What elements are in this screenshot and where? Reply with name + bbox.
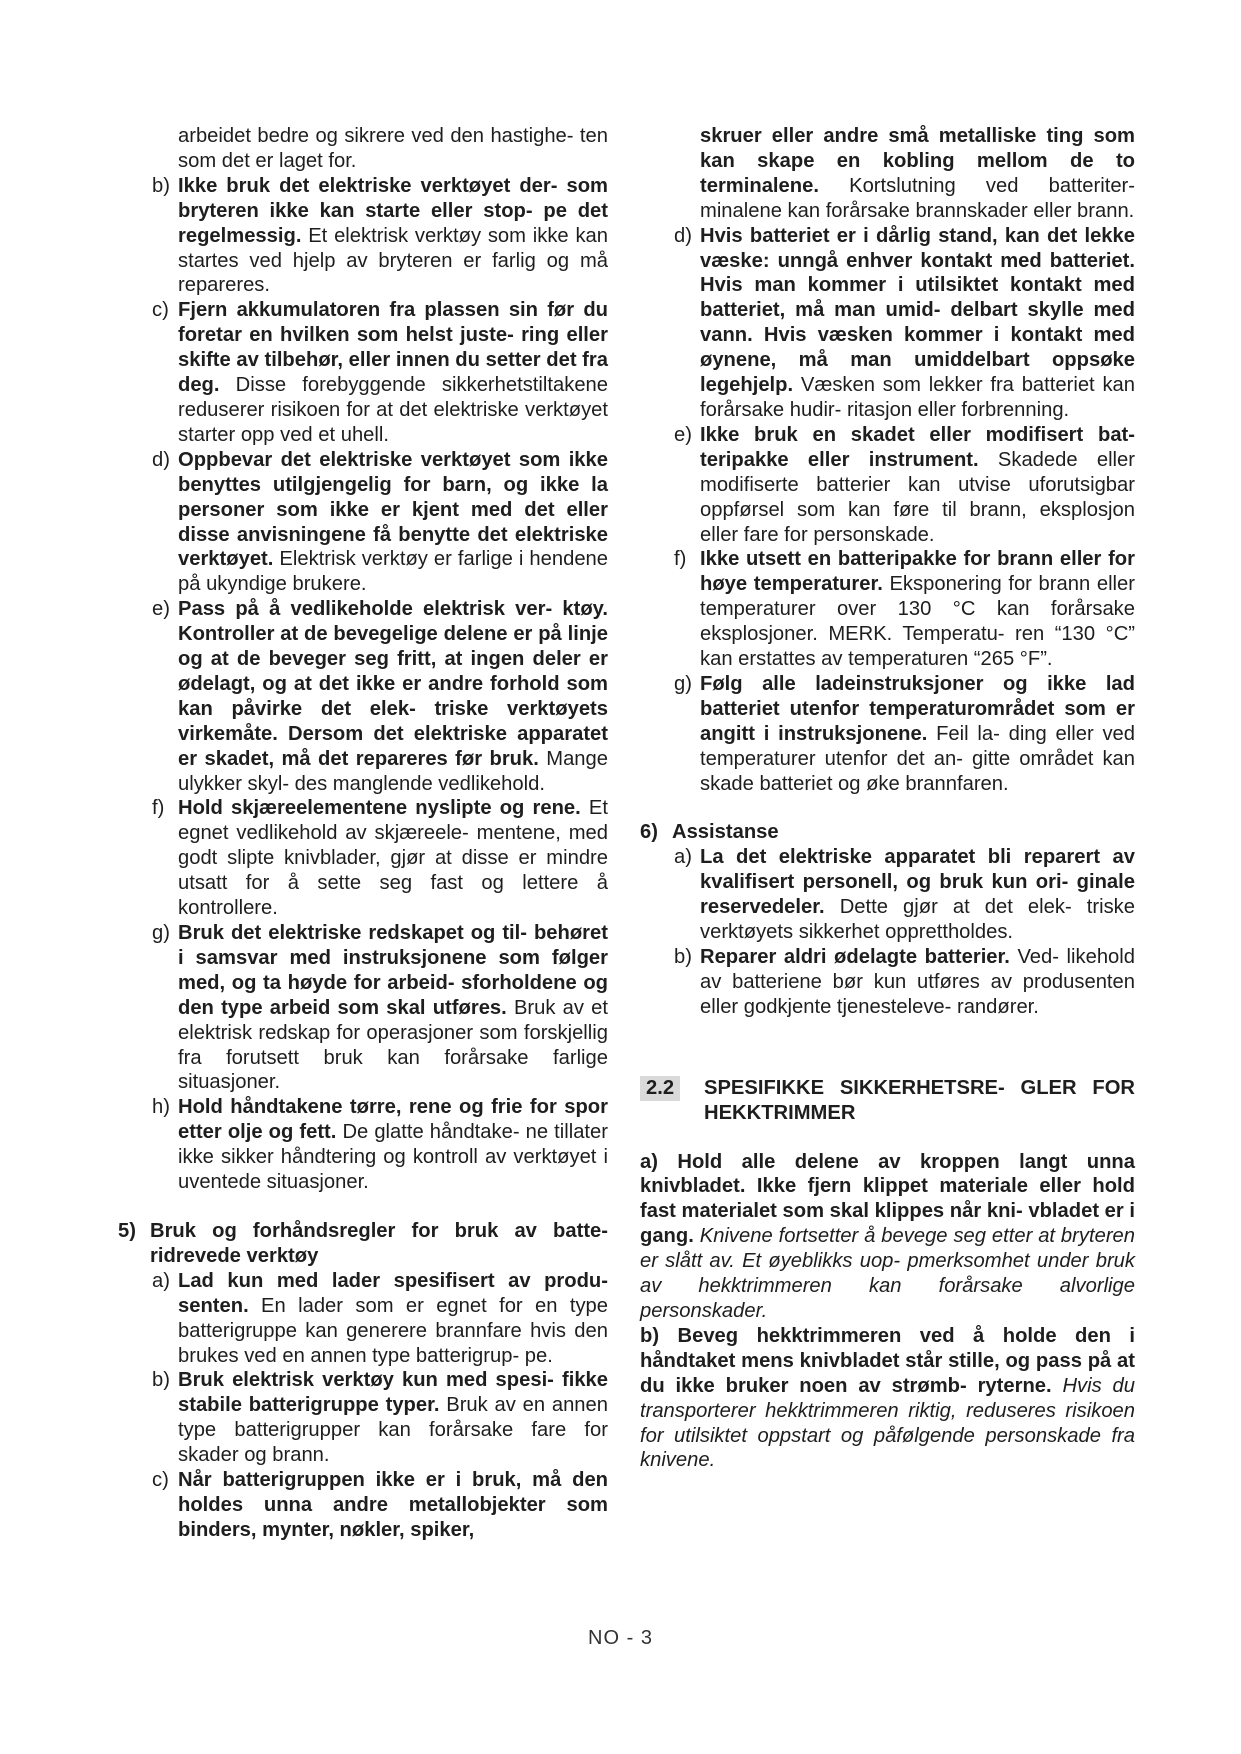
- item-label: c): [152, 1469, 169, 1492]
- paragraph-continuation: [640, 124, 1135, 224]
- left-column: [118, 124, 608, 1543]
- item-text: En lader som er egnet for en type batterigruppe kan generere brannfare hvis den brukes ved en annen type batterigrup- pe.: [178, 1294, 608, 1367]
- item-bold-text: Fjern akkumulatoren fra plassen sin før du foretar en hvilken som helst juste- ring eller skifte av tilbehør, eller innen du setter det fra deg.: [178, 299, 608, 397]
- item-text: De glatte håndtake- ne tillater ikke sikker håndtering og kontroll av verktøyet i uventede situasjoner.: [178, 1121, 608, 1194]
- list-item: [118, 921, 608, 1095]
- item-label: b): [152, 174, 170, 197]
- item-label: b): [152, 1369, 170, 1392]
- item-label: g): [152, 922, 170, 944]
- item-text: Væsken som lekker fra batteriet kan forårsake hudir- ritasjon eller forbrenning.: [700, 374, 1135, 421]
- rule-italic-text: Knivene fortsetter å bevege seg etter at bryteren er slått av. Et øyeblikks uop- pmerksomhet under bruk av hekktrimmeren kan forårsake alvorlige personskader.: [640, 1225, 1135, 1322]
- item-label: a): [152, 1269, 170, 1292]
- section-title: Assistanse: [672, 821, 779, 844]
- list-item: [640, 945, 1135, 1020]
- item-label: d): [674, 224, 692, 247]
- item-label: a): [674, 846, 692, 869]
- item-bold-text: Ikke bruk det elektriske verktøyet der- som bryteren ikke kan starte eller stop- pe det regelmessig.: [178, 174, 608, 247]
- paragraph-continuation: arbeidet bedre og sikrere ved den hastighe- ten som det er laget for.: [178, 125, 608, 172]
- item-bold-text: Når batterigruppen ikke er i bruk, må den holdes unna andre metallobjekter som binders, mynter, nøkler, spiker,: [178, 1469, 608, 1541]
- item-label: c): [152, 299, 169, 322]
- item-label: g): [674, 672, 692, 695]
- item-bold-text: Hold håndtakene tørre, rene og frie for spor etter olje og fett.: [178, 1096, 608, 1144]
- item-bold-text: Ikke bruk en skadet eller modifisert bat- teripakke eller instrument.: [700, 423, 1135, 471]
- list-item: [118, 1468, 608, 1543]
- list-item: [118, 174, 608, 299]
- item-text: Skadede eller modifiserte batterier kan utvise uforutsigbar oppførsel som kan føre til brann, eksplosjon eller fare for personskade.: [700, 448, 1135, 546]
- item-bold-text: Hvis batteriet er i dårlig stand, kan det lekke væske: unngå enhver kontakt med batteriet. Hvis man kommer i utilsiktet kontakt med batteriet, må man umid- delbart skylle med vann. Hvis væsken kommer i kontakt med øynene, må man umiddelbart oppsøke legehjelp.: [700, 224, 1135, 397]
- section-title: Bruk og forhåndsregler for bruk av batte- ridrevede verktøy: [150, 1219, 608, 1267]
- list-item: [118, 597, 608, 796]
- section-5-title: [118, 1219, 608, 1269]
- item-label: f): [674, 548, 687, 571]
- heading-title: SPESIFIKKE SIKKERHETSRE- GLER FOR HEKKTRIMMER: [704, 1076, 1135, 1124]
- list-item: [118, 1368, 608, 1468]
- hedge-trimmer-rule: [640, 1150, 1135, 1324]
- rule-italic-text: Hvis du transporterer hekktrimmeren riktig, reduseres risikoen for utilsiktet oppstart og påfølgende personskade fra knivene.: [640, 1374, 1135, 1472]
- item-text: Et egnet vedlikehold av skjæreele- mentene, med godt slipte knivblader, gjør at disse er mindre utsatt for å sette seg fast og lettere å kontrollere.: [178, 797, 608, 920]
- item-text: Elektrisk verktøy er farlige i hendene på ukyndige brukere.: [178, 548, 608, 596]
- list-item: [118, 448, 608, 597]
- item-bold-text: Bruk elektrisk verktøy kun med spesi- fikke stabile batterigruppe typer.: [178, 1369, 608, 1417]
- list-item: [640, 672, 1135, 797]
- section-2-2-heading: [640, 1076, 1135, 1126]
- item-bold-text: Følg alle ladeinstruksjoner og ikke lad batteriet utenfor temperaturområdet som er angitt i instruksjonene.: [700, 672, 1135, 745]
- item-text: Et elektrisk verktøy som ikke kan startes ved hjelp av bryteren er farlig og må repareres.: [178, 224, 608, 297]
- item-text: Mange ulykker skyl- des manglende vedlikehold.: [178, 747, 608, 795]
- list-item: [640, 423, 1135, 548]
- item-label: e): [152, 598, 170, 621]
- item-bold-text: Ikke utsett en batteripakke for brann eller for høye temperaturer.: [700, 548, 1135, 596]
- section-number: 5): [118, 1219, 136, 1242]
- item-text: Dette gjør at det elek- triske verktøyets sikkerhet opprettholdes.: [700, 896, 1135, 944]
- item-label: b): [674, 946, 692, 968]
- list-item: [640, 845, 1135, 945]
- item-text: Bruk av en annen type batterigrupper kan forårsake fare for skader og brann.: [178, 1394, 608, 1467]
- item-label: e): [674, 423, 692, 446]
- item-bold-text: Lad kun med lader spesifisert av produ- senten.: [178, 1269, 608, 1317]
- item-bold-text: La det elektriske apparatet bli reparert av kvalifisert personell, og bruk kun ori- ginale reservedeler.: [700, 846, 1135, 919]
- hedge-trimmer-rule: [640, 1324, 1135, 1473]
- item-label: f): [152, 797, 165, 820]
- item-bold-text: Pass på å vedlikeholde elektrisk ver- ktøy. Kontroller at de bevegelige delene er på linje og at de beveger seg fritt, at ingen deler er ødelagt, og at det ikke er andre forhold som kan påvirke det elek- triske verktøyets virkemåte. Dersom det elektriske apparatet er skadet, må det repareres før bruk.: [178, 598, 608, 770]
- item-bold-text: Reparer aldri ødelagte batterier.: [700, 946, 1010, 968]
- rule-bold-text: a) Hold alle delene av kroppen langt unna knivbladet. Ikke fjern klippet materiale eller hold fast materialet som skal klippes når kni- vbladet er i gang.: [640, 1150, 1135, 1248]
- rule-bold-text: b) Beveg hekktrimmeren ved å holde den i håndtaket mens knivbladet står stille, og pass på at du ikke bruker noen av strømb- ryterne.: [640, 1324, 1135, 1397]
- item-bold-text: Bruk det elektriske redskapet og til- behøret i samsvar med instruksjonene som følger med, og ta høyde for arbeid- sforholdene og den type arbeid som skal utføres.: [178, 922, 608, 1019]
- list-item: [640, 224, 1135, 423]
- list-item: [118, 1095, 608, 1195]
- page-number: NO - 3: [588, 1627, 653, 1649]
- item-bold-text: Oppbevar det elektriske verktøyet som ikke benyttes utilgjengelig for barn, og ikke la personer som ikke er kjent med det eller disse anvisningene få benytte det elektriske verktøyet.: [178, 448, 608, 571]
- right-column: [640, 124, 1135, 1473]
- list-item: [118, 298, 608, 447]
- item-text: Disse forebyggende sikkerhetstiltakene reduserer risikoen for at det elektriske verktøyet starter opp ved et uhell.: [178, 374, 608, 446]
- item-text: Kortslutning ved batteriter- minalene kan forårsake brannskader eller brann.: [700, 174, 1135, 222]
- item-label: d): [152, 448, 170, 471]
- section-number: 6): [640, 821, 658, 844]
- list-item: [640, 547, 1135, 672]
- item-text: Feil la- ding eller ved temperaturer utenfor det an- gitte området kan skade batteriet og øke brannfaren.: [700, 722, 1136, 795]
- item-bold-text: skruer eller andre små metalliske ting som kan skape en kobling mellom de to terminalene.: [700, 125, 1135, 197]
- list-item: [118, 1269, 608, 1369]
- section-6-title: [640, 820, 1135, 845]
- item-label: h): [152, 1096, 170, 1119]
- item-text: Bruk av et elektrisk redskap for operasjoner som forskjellig fra forutsett bruk kan forårsake farlige situasjoner.: [178, 996, 608, 1094]
- list-item: [118, 796, 608, 921]
- heading-number-badge: 2.2: [640, 1076, 680, 1101]
- item-text: Ved- likehold av batteriene bør kun utføres av produsenten eller godkjente tjenesteleve- randører.: [700, 946, 1135, 1018]
- item-text: Eksponering for brann eller temperaturer over 130 °C kan forårsake eksplosjoner. MERK. Temperatu- ren “130 °C” kan erstattes av temperaturen “265 °F”.: [700, 573, 1135, 671]
- item-bold-text: Hold skjæreelementene nyslipte og rene.: [178, 797, 581, 820]
